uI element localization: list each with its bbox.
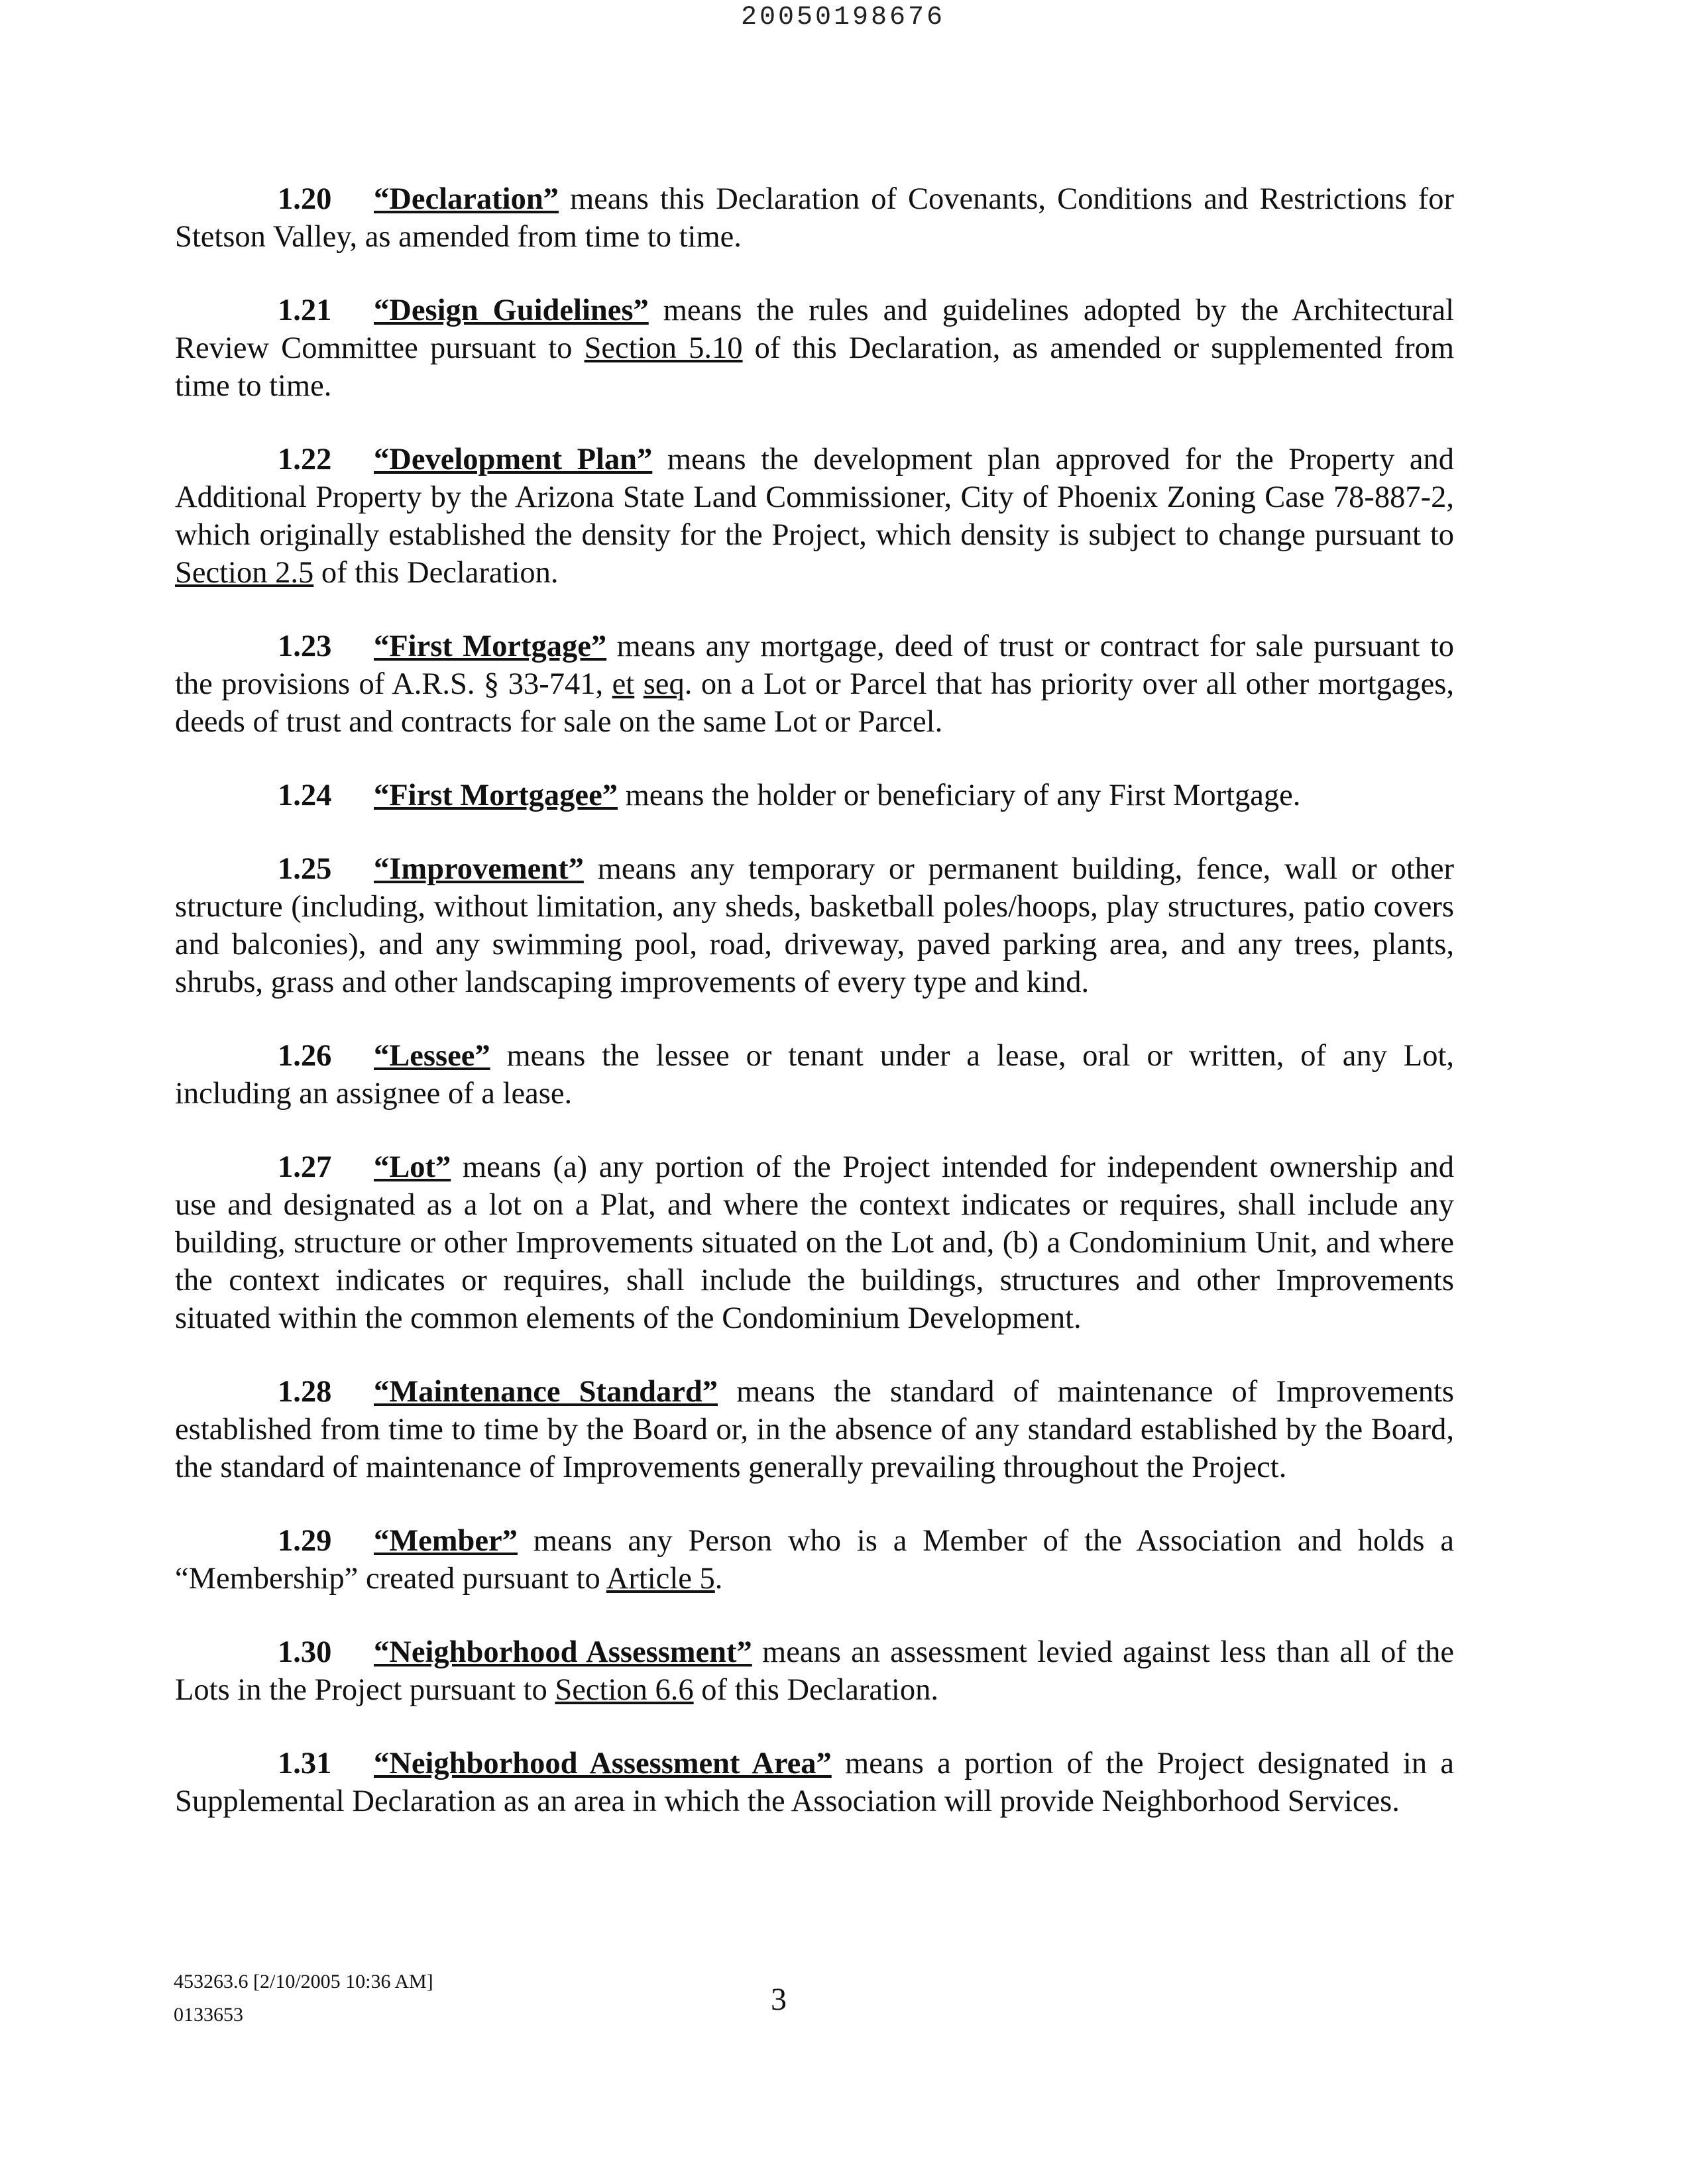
footer-doc-ref: 453263.6 [2/10/2005 10:36 AM] xyxy=(174,1971,433,1993)
definition-text: means any temporary or permanent building, fence, wall or other structure (including, without limitation, any sheds, basketball poles/hoops, play structures, patio covers and balconies), and any swimming pool, road, driveway, paved parking area, and any trees, plants, shrubs, grass and other landscaping improvements of every type and kind. xyxy=(175,852,1454,999)
definition-text xyxy=(634,667,644,701)
definition-1-28 xyxy=(175,1373,1454,1486)
definition-1-30 xyxy=(175,1633,1454,1709)
definition-text: means the lessee or tenant under a lease, oral or written, of any Lot, including an assignee of a lease. xyxy=(175,1039,1454,1111)
definition-text: means (a) any portion of the Project intended for independent ownership and use and designated as a lot on a Plat, and where the context indicates or requires, shall include any building, structure or other Improvements situated on the Lot and, (b) a Condominium Unit, and where the context indicates or requires, shall include the buildings, structures and other Improvements situated within the common elements of the Condominium Development. xyxy=(175,1150,1454,1335)
section-number: 1.20 xyxy=(278,182,332,216)
definition-text: means the standard of maintenance of Improvements established from time to time by the Board or, in the absence of any standard established by the Board, the standard of maintenance of Improvements generally prevailing throughout the Project. xyxy=(175,1375,1454,1484)
definition-1-21 xyxy=(175,292,1454,405)
document-number: 20050198676 xyxy=(740,3,946,32)
definition-text: of this Declaration, as amended or supplemented from time to time. xyxy=(175,331,1454,403)
definition-text: means the rules and guidelines adopted by the Architectural Review Committee pursuant to xyxy=(175,294,1455,365)
latin-reference: et xyxy=(612,667,635,701)
section-number: 1.26 xyxy=(278,1039,332,1073)
definition-text: . on a Lot or Parcel that has priority over all other mortgages, deeds of trust and contracts for sale on the same Lot or Parcel. xyxy=(175,667,1455,739)
definition-1-22 xyxy=(175,441,1454,592)
definition-1-23 xyxy=(175,628,1454,741)
section-reference: Section 6.6 xyxy=(555,1673,694,1707)
definition-text: means a portion of the Project designated in a Supplemental Declaration as an area in which the Association will provide Neighborhood Services. xyxy=(175,1747,1455,1818)
section-reference: Section 5.10 xyxy=(584,331,743,365)
latin-reference: seq xyxy=(643,667,685,701)
definition-text: means any Person who is a Member of the Association and holds a “Membership” created pursuant to xyxy=(175,1524,1454,1596)
defined-term: “Maintenance Standard” xyxy=(374,1375,718,1409)
section-number: 1.24 xyxy=(278,779,332,812)
defined-term: “Design Guidelines” xyxy=(374,294,649,327)
definition-text: of this Declaration. xyxy=(313,556,559,590)
defined-term: “First Mortgage” xyxy=(374,629,607,663)
definition-1-31 xyxy=(175,1745,1454,1820)
page-number: 3 xyxy=(771,1982,787,2017)
defined-term: “Member” xyxy=(374,1524,518,1558)
section-number: 1.22 xyxy=(278,443,332,476)
definition-1-29 xyxy=(175,1522,1454,1598)
definition-1-27 xyxy=(175,1148,1454,1337)
definition-text: . xyxy=(714,1562,723,1596)
section-number: 1.29 xyxy=(278,1524,332,1558)
section-number: 1.21 xyxy=(278,294,332,327)
defined-term: “Declaration” xyxy=(374,182,559,216)
definition-1-24 xyxy=(175,777,1454,814)
definition-1-26 xyxy=(175,1037,1454,1113)
section-number: 1.27 xyxy=(278,1150,332,1184)
defined-term: “Neighborhood Assessment” xyxy=(374,1635,752,1669)
defined-term: “Development Plan” xyxy=(374,443,653,476)
section-number: 1.31 xyxy=(278,1747,332,1780)
defined-term: “Improvement” xyxy=(374,852,584,886)
footer-file-number: 0133653 xyxy=(174,2004,243,2026)
section-number: 1.28 xyxy=(278,1375,332,1409)
definition-text: means the development plan approved for the Property and Additional Property by the Arizona State Land Commissioner, City of Phoenix Zoning Case 78-887-2, which originally established the density for the Project, which density is subject to change pursuant to xyxy=(175,443,1455,552)
defined-term: “First Mortgagee” xyxy=(374,779,618,812)
defined-term: “Lot” xyxy=(374,1150,451,1184)
section-number: 1.30 xyxy=(278,1635,332,1669)
section-reference: Section 2.5 xyxy=(175,556,314,590)
definition-text: means the holder or beneficiary of any First Mortgage. xyxy=(617,779,1301,812)
section-number: 1.23 xyxy=(278,629,332,663)
section-number: 1.25 xyxy=(278,852,332,886)
definitions-body xyxy=(175,180,1454,1856)
article-reference: Article 5 xyxy=(606,1562,715,1596)
definition-1-25 xyxy=(175,850,1454,1001)
definition-text: means this Declaration of Covenants, Conditions and Restrictions for Stetson Valley, as amended from time to time. xyxy=(175,182,1454,254)
definition-1-20 xyxy=(175,180,1454,256)
defined-term: “Lessee” xyxy=(374,1039,490,1073)
definition-text: means any mortgage, deed of trust or contract for sale pursuant to the provisions of A.R.S. § 33-741, xyxy=(175,629,1454,701)
definition-text: means an assessment levied against less than all of the Lots in the Project pursuant to xyxy=(175,1635,1454,1707)
defined-term: “Neighborhood Assessment Area” xyxy=(374,1747,832,1780)
definition-text: of this Declaration. xyxy=(693,1673,938,1707)
